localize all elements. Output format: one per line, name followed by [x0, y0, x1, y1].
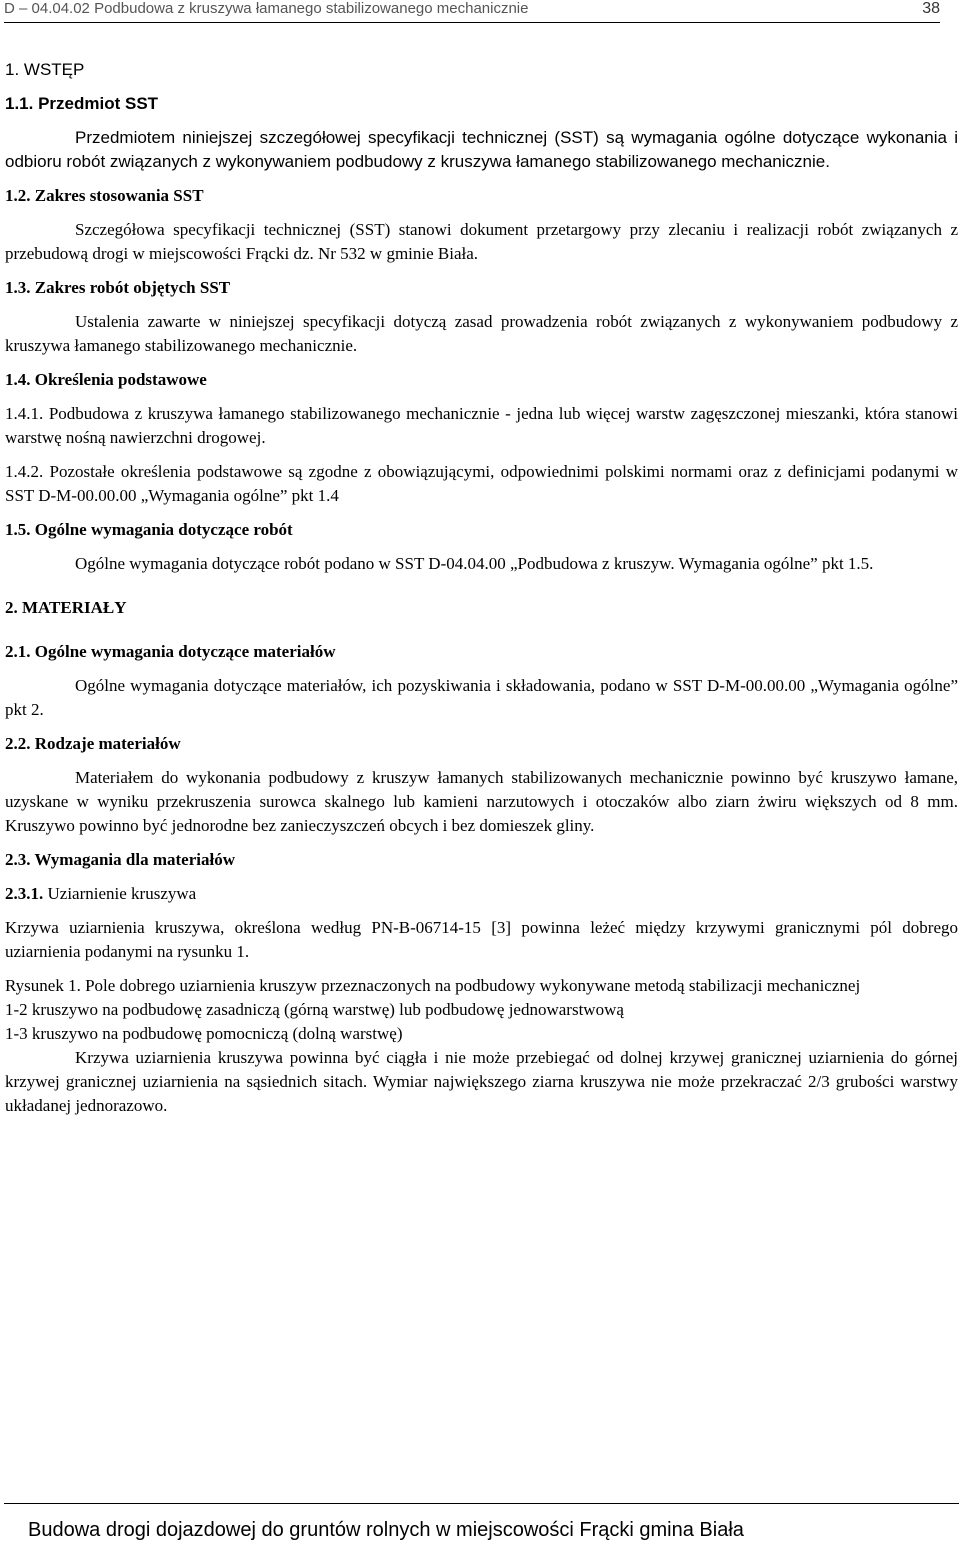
section-1-1-text: Przedmiotem niniejszej szczegółowej specyfikacji technicznej (SST) są wymagania ogólne dotyczące wykonania i odbioru robót związanych z wykonywaniem podbudowy z kruszywa łamanego stabilizowanego mechanicznie. — [5, 128, 958, 171]
page-header — [4, 0, 940, 23]
section-2-heading: 2. MATERIAŁY — [5, 598, 127, 617]
section-2-3-1-text-2: Krzywa uziarnienia kruszywa powinna być ciągła i nie może przebiegać od dolnej krzywej granicznej uziarnienia do górnej krzywej granicznej uziarnienia na sąsiednich sitach. Wymiar największego ziarna kruszywa nie może przekraczać 2/3 grubości warstwy układanej jednorazowo. — [5, 1048, 958, 1115]
section-1-5-heading: 1.5. Ogólne wymagania dotyczące robót — [5, 520, 293, 539]
section-2-3-1-title: Uziarnienie kruszywa — [47, 884, 197, 903]
section-1-1-heading: 1.1. Przedmiot SST — [5, 94, 159, 113]
section-2-2-text: Materiałem do wykonania podbudowy z kruszyw łamanych stabilizowanych mechanicznie powinno być kruszywo łamane, uzyskane w wyniku przekruszenia surowca skalnego lub kamieni narzutowych i otoczaków albo ziarn żwiru większych od 8 mm. Kruszywo powinno być jednorodne bez zanieczyszczeń obcych i bez domieszek gliny. — [5, 768, 958, 835]
section-2-3-1-text: Krzywa uziarnienia kruszywa, określona według PN-B-06714-15 [3] powinna leżeć między krzywymi granicznymi pól dobrego uziarnienia podanymi na rysunku 1. — [5, 918, 958, 961]
section-1-2-heading: 1.2. Zakres stosowania SST — [5, 186, 204, 205]
section-1-heading: 1. WSTĘP — [5, 60, 85, 79]
section-1-5-text: Ogólne wymagania dotyczące robót podano w SST D-04.04.00 „Podbudowa z kruszyw. Wymagania ogólne” pkt 1.5. — [75, 554, 874, 573]
document-body — [5, 58, 958, 1128]
section-1-3-text: Ustalenia zawarte w niniejszej specyfikacji dotyczą zasad prowadzenia robót związanych z wykonywaniem podbudowy z kruszywa łamanego stabilizowanego mechanicznie. — [5, 312, 958, 355]
figure-legend-1-2: 1-2 kruszywo na podbudowę zasadniczą (górną warstwę) lub podbudowę jednowarstwową — [5, 1000, 624, 1019]
section-1-4-heading: 1.4. Określenia podstawowe — [5, 370, 207, 389]
section-2-3-heading: 2.3. Wymagania dla materiałów — [5, 850, 235, 869]
section-1-3-heading: 1.3. Zakres robót objętych SST — [5, 278, 231, 297]
page-number: 38 — [922, 0, 940, 17]
figure-legend-1-3: 1-3 kruszywo na podbudowę pomocniczą (dolną warstwę) — [5, 1024, 403, 1043]
section-2-3-1-heading — [5, 882, 958, 906]
section-2-3-1-number: 2.3.1. — [5, 884, 44, 903]
header-title: D – 04.04.02 Podbudowa z kruszywa łamanego stabilizowanego mechanicznie — [4, 0, 529, 17]
section-2-1-heading: 2.1. Ogólne wymagania dotyczące materiałów — [5, 642, 336, 661]
section-1-2-text: Szczegółowa specyfikacji technicznej (SST) stanowi dokument przetargowy przy zlecaniu i realizacji robót związanych z przebudową drogi w miejscowości Frącki dz. Nr 532 w gminie Biała. — [5, 220, 958, 263]
section-2-1-text: Ogólne wymagania dotyczące materiałów, ich pozyskiwania i składowania, podano w SST D-M-00.00.00 „Wymagania ogólne” pkt 2. — [5, 676, 958, 719]
figure-caption: Rysunek 1. Pole dobrego uziarnienia kruszyw przeznaczonych na podbudowy wykonywane metodą stabilizacji mechanicznej — [5, 976, 861, 995]
section-1-4-2-text: 1.4.2. Pozostałe określenia podstawowe są zgodne z obowiązującymi, odpowiednimi polskimi normami oraz z definicjami podanymi w SST D-M-00.00.00 „Wymagania ogólne” pkt 1.4 — [5, 462, 958, 505]
section-2-2-heading: 2.2. Rodzaje materiałów — [5, 734, 181, 753]
page-footer: Budowa drogi dojazdowej do gruntów rolnych w miejscowości Frącki gmina Biała — [28, 1519, 744, 1541]
footer-divider — [4, 1503, 959, 1504]
section-1-4-1-text: 1.4.1. Podbudowa z kruszywa łamanego stabilizowanego mechanicznie - jedna lub więcej warstw zagęszczonej mieszanki, która stanowi warstwę nośną nawierzchni drogowej. — [5, 404, 958, 447]
